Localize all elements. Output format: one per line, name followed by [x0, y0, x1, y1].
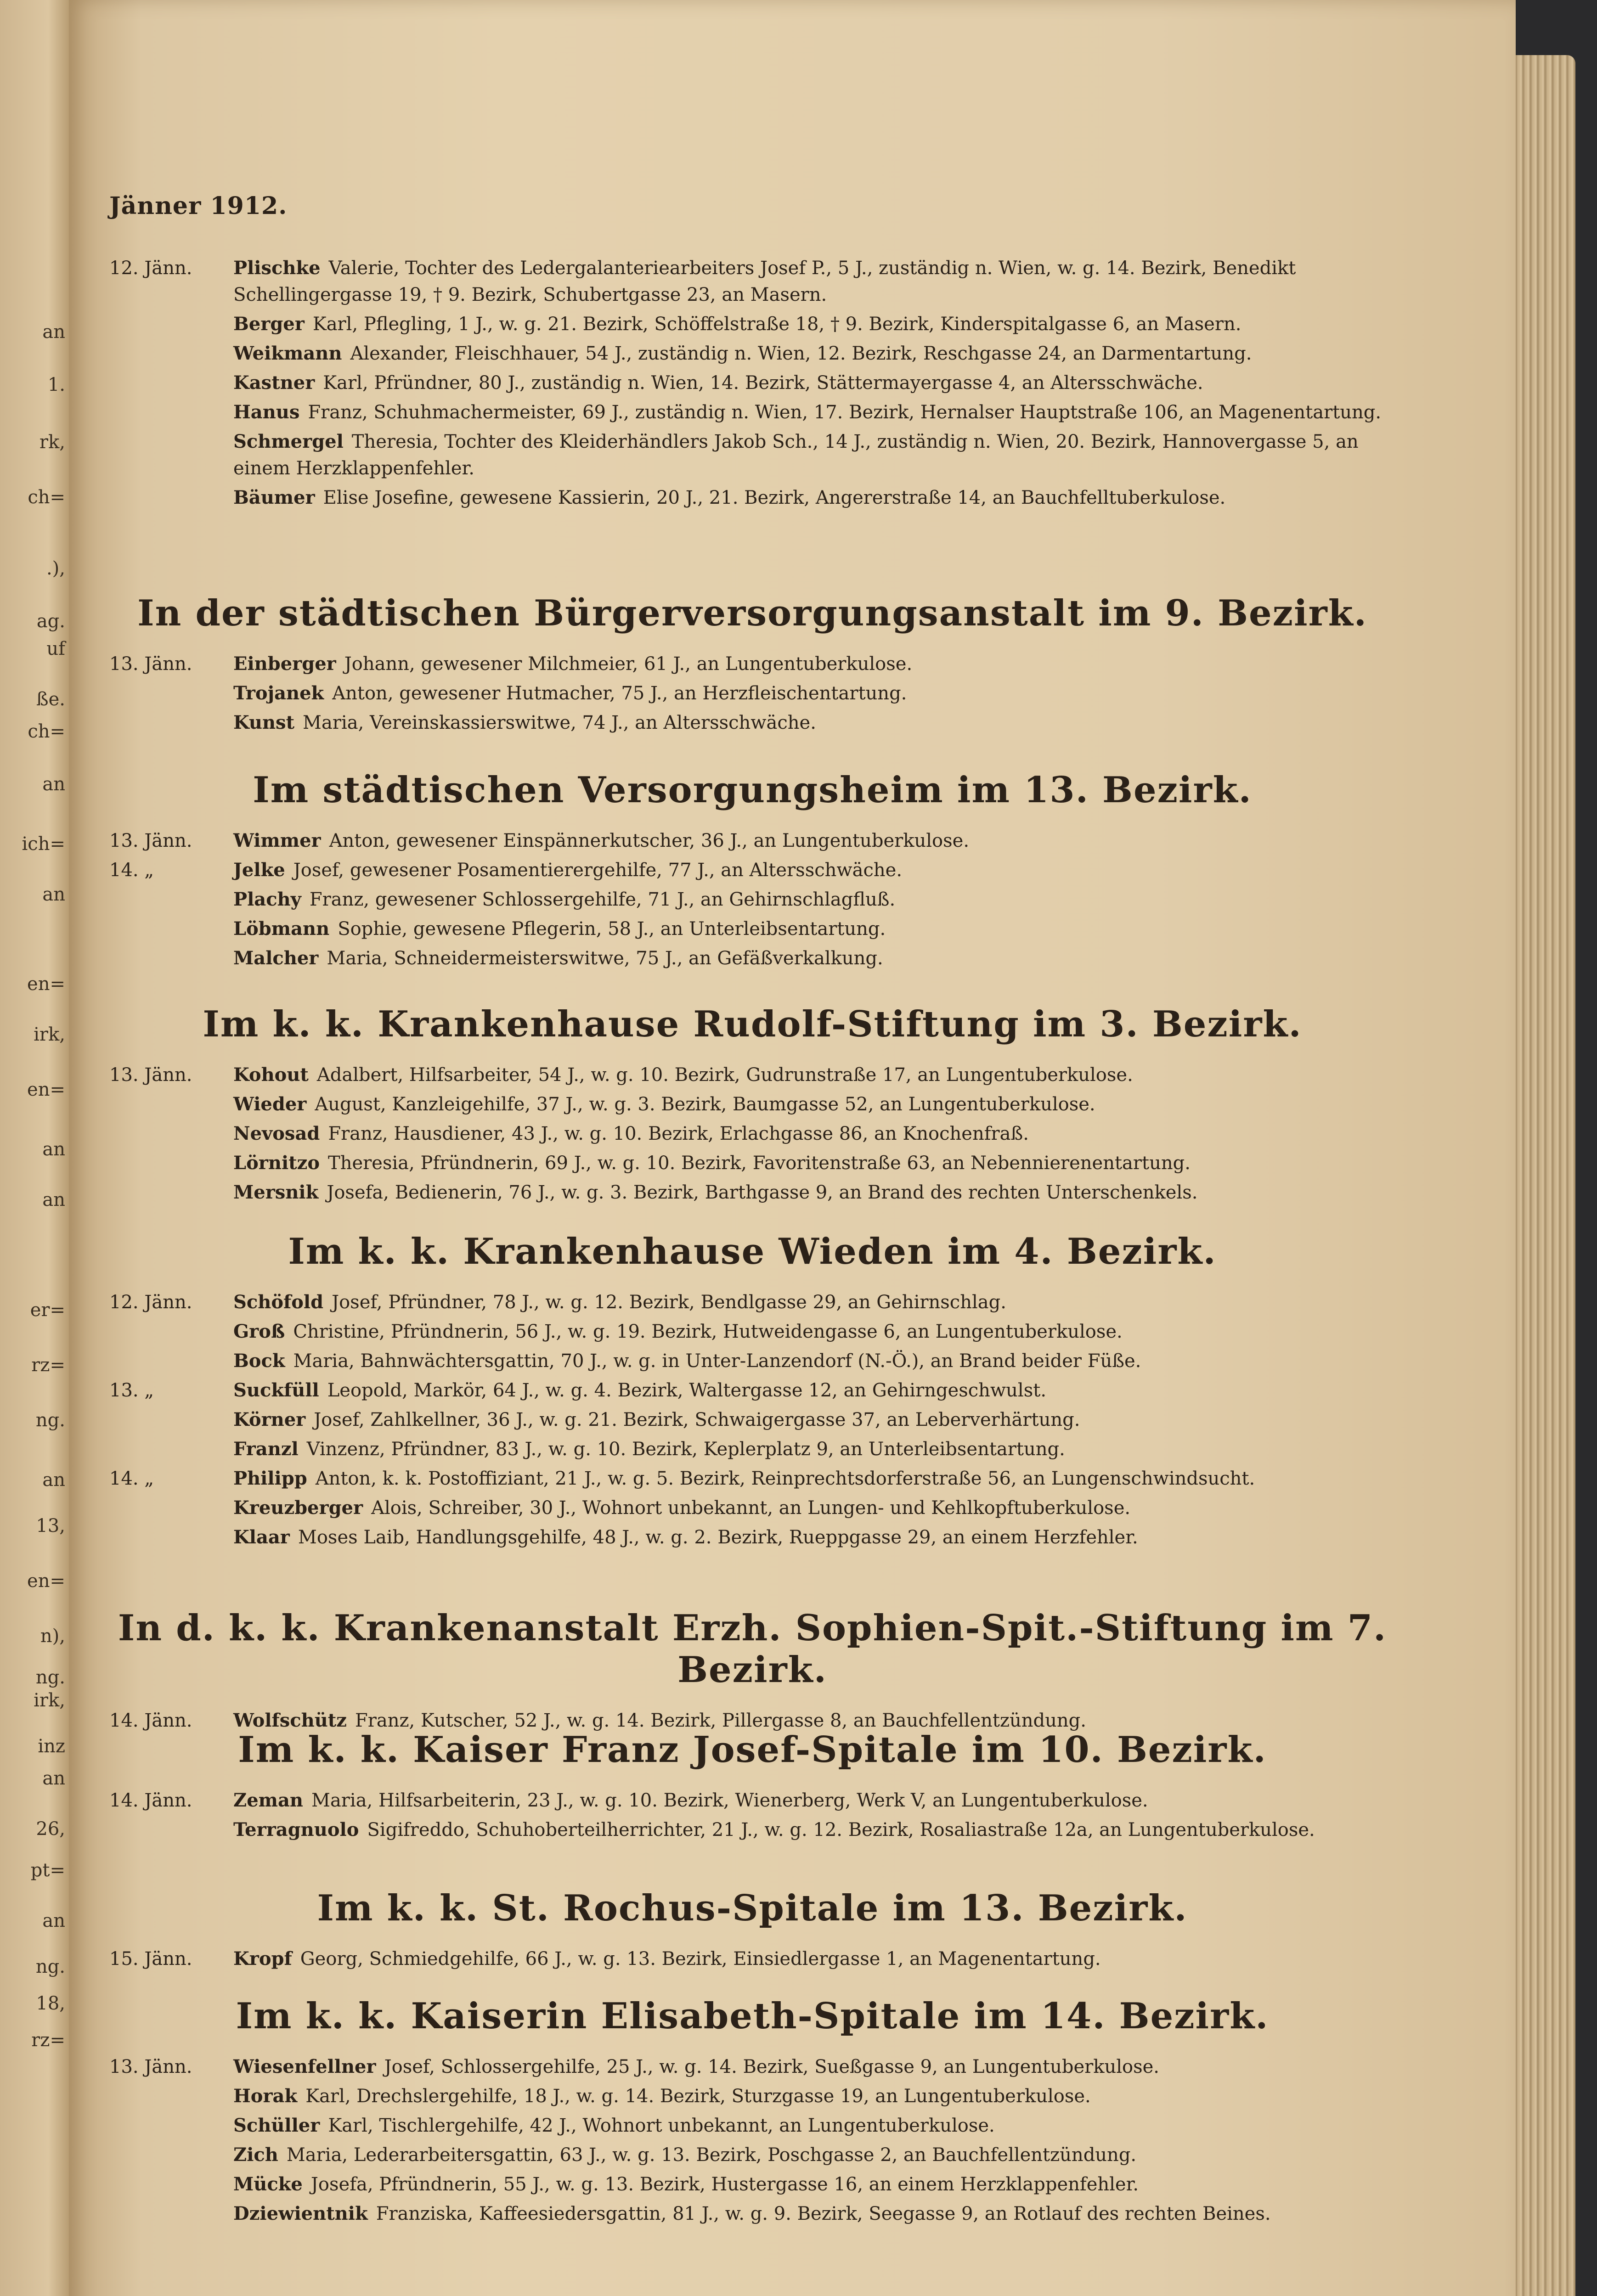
- section-heading: Im k. k. Kaiser Franz Josef-Spitale im 10. Bezirk.: [238, 1729, 1267, 1771]
- section: [109, 592, 1395, 739]
- prev-page-fragment: ch=: [28, 721, 65, 742]
- prev-page-fragment: irk,: [34, 1690, 65, 1711]
- entry-surname: Hanus: [233, 401, 300, 423]
- prev-page-fragment: rz=: [31, 2030, 65, 2051]
- entry-surname: Trojanek: [233, 682, 324, 704]
- death-entry: [109, 827, 1395, 854]
- prev-page-fragment: an: [42, 1189, 65, 1210]
- death-entry: [109, 255, 1395, 308]
- entry-description: Josef, Schlossergehilfe, 25 J., w. g. 14. Bezirk, Sueßgasse 9, an Lungentuberkulose.: [384, 2056, 1160, 2077]
- death-entry: [109, 945, 1395, 972]
- entry-surname: Malcher: [233, 947, 319, 969]
- prev-page-fragment: ch=: [28, 487, 65, 508]
- entry-surname: Plachy: [233, 889, 301, 910]
- death-entry: [109, 1407, 1395, 1433]
- prev-page-fragment: ng.: [35, 1410, 65, 1431]
- prev-page-fragment: an: [42, 1469, 65, 1491]
- section-heading: Im k. k. Krankenhause Wieden im 4. Bezirk.: [288, 1231, 1217, 1272]
- entry-description: Adalbert, Hilfsarbeiter, 54 J., w. g. 10. Bezirk, Gudrunstraße 17, an Lungentuberkulose.: [316, 1064, 1133, 1086]
- section-heading: In d. k. k. Krankenanstalt Erzh. Sophien-Spit.-Stiftung im 7. Bezirk.: [118, 1607, 1387, 1691]
- death-entry: [109, 428, 1395, 482]
- death-entry: [109, 1318, 1395, 1345]
- entry-description: Anton, gewesener Hutmacher, 75 J., an Herzfleischentartung.: [332, 683, 907, 704]
- death-entry: [109, 1787, 1395, 1814]
- prev-page-fragment: ng.: [35, 1667, 65, 1688]
- prev-page-fragment: an: [42, 1910, 65, 1931]
- entry-surname: Jelke: [233, 859, 285, 881]
- prev-page-fragment: an: [42, 1139, 65, 1160]
- prev-page-fragment: er=: [30, 1300, 65, 1321]
- entry-description: Sophie, gewesene Pflegerin, 58 J., an Unterleibsentartung.: [338, 918, 886, 940]
- entry-description: Vinzenz, Pfründner, 83 J., w. g. 10. Bezirk, Keplerplatz 9, an Unterleibsentartung.: [306, 1439, 1065, 1460]
- entry-date: 15. Jänn.: [109, 1948, 192, 1970]
- death-entry: [109, 1348, 1395, 1374]
- entry-date: 13. Jänn.: [109, 1064, 192, 1086]
- entry-description: Alexander, Fleischhauer, 54 J., zuständig n. Wien, 12. Bezirk, Reschgasse 24, an Darmentartung.: [350, 343, 1252, 364]
- death-entry: [109, 1150, 1395, 1176]
- death-entry: [109, 1524, 1395, 1551]
- section: [109, 1003, 1395, 1209]
- death-entry: [109, 311, 1395, 338]
- entry-surname: Kunst: [233, 712, 295, 733]
- entry-surname: Schöfold: [233, 1291, 324, 1313]
- entry-description: Theresia, Tochter des Kleiderhändlers Jakob Sch., 14 J., zuständig n. Wien, 20. Bezirk, Hannovergasse 5, an einem Herzklappenfehler.: [233, 431, 1359, 479]
- prev-page-fragment: irk,: [34, 1024, 65, 1045]
- entry-description: Karl, Pfründner, 80 J., zuständig n. Wien, 14. Bezirk, Stättermayergasse 4, an Altersschwäche.: [323, 372, 1203, 394]
- entry-description: Karl, Tischlergehilfe, 42 J., Wohnort unbekannt, an Lungentuberkulose.: [328, 2115, 995, 2136]
- death-entry: [109, 1091, 1395, 1118]
- entry-description: August, Kanzleigehilfe, 37 J., w. g. 3. Bezirk, Baumgasse 52, an Lungentuberkulose.: [315, 1094, 1095, 1115]
- entry-date: 13. Jänn.: [109, 2056, 192, 2077]
- entry-surname: Mücke: [233, 2173, 303, 2195]
- death-entry: [109, 1465, 1395, 1492]
- entry-date: 13. Jänn.: [109, 653, 192, 675]
- death-entry: [109, 651, 1395, 677]
- entry-description: Johann, gewesener Milchmeier, 61 J., an Lungentuberkulose.: [344, 653, 913, 675]
- entry-date: 12. Jänn.: [109, 1292, 192, 1313]
- death-entry: [109, 2171, 1395, 2198]
- entry-surname: Zich: [233, 2144, 278, 2166]
- prev-page-fragment: ße.: [36, 689, 65, 710]
- entry-surname: Lörnitzo: [233, 1152, 320, 1174]
- entry-surname: Plischke: [233, 257, 321, 279]
- entry-description: Josefa, Bedienerin, 76 J., w. g. 3. Bezirk, Barthgasse 9, an Brand des rechten Unterschenkels.: [327, 1182, 1198, 1203]
- entry-date: 13. Jänn.: [109, 830, 192, 851]
- entry-description: Karl, Pflegling, 1 J., w. g. 21. Bezirk, Schöffelstraße 18, † 9. Bezirk, Kinderspitalgasse 6, an Masern.: [312, 314, 1241, 335]
- entry-surname: Körner: [233, 1409, 306, 1430]
- entry-surname: Nevosad: [233, 1123, 320, 1144]
- death-entry: [109, 484, 1395, 511]
- entry-surname: Schmergel: [233, 431, 344, 452]
- entry-description: Leopold, Markör, 64 J., w. g. 4. Bezirk, Waltergasse 12, an Gehirngeschwulst.: [327, 1380, 1047, 1401]
- entry-surname: Wieder: [233, 1093, 307, 1115]
- prev-page-fragment: an: [42, 321, 65, 343]
- entry-surname: Philipp: [233, 1468, 307, 1489]
- entry-description: Maria, Lederarbeitersgattin, 63 J., w. g. 13. Bezirk, Poschgasse 2, an Bauchfellentzündung.: [286, 2144, 1137, 2166]
- death-entry: [109, 340, 1395, 367]
- prev-page-fragment: en=: [27, 1079, 65, 1100]
- prev-page-fragment: an: [42, 884, 65, 905]
- prev-page-fragment: pt=: [30, 1860, 65, 1881]
- entry-description: Franz, Schuhmachermeister, 69 J., zuständig n. Wien, 17. Bezirk, Hernalser Hauptstraße 106, an Magenentartung.: [308, 402, 1382, 423]
- prev-page-fragment: 18,: [36, 1993, 65, 2014]
- entry-description: Anton, k. k. Postoffiziant, 21 J., w. g. 5. Bezirk, Reinprechtsdorferstraße 56, an Lungenschwindsucht.: [315, 1468, 1255, 1489]
- entry-surname: Kropf: [233, 1948, 292, 1970]
- prev-page-fragment: ich=: [22, 833, 65, 855]
- entry-surname: Franzl: [233, 1438, 299, 1460]
- section: [109, 769, 1395, 974]
- entry-surname: Groß: [233, 1321, 285, 1342]
- section-heading: In der städtischen Bürgerversorgungsanstalt im 9. Bezirk.: [137, 592, 1367, 634]
- entry-surname: Löbmann: [233, 918, 330, 940]
- page: [69, 0, 1516, 2296]
- page-header: Jänner 1912.: [109, 192, 288, 220]
- entry-description: Maria, Bahnwächtersgattin, 70 J., w. g. in Unter-Lanzendorf (N.-Ö.), an Brand beider Füße.: [293, 1351, 1141, 1372]
- prev-page-fragment: 13,: [36, 1515, 65, 1536]
- entry-description: Franz, Hausdiener, 43 J., w. g. 10. Bezirk, Erlachgasse 86, an Knochenfraß.: [328, 1123, 1029, 1144]
- death-entry: [109, 1377, 1395, 1404]
- prev-page-fragment: 1.: [47, 374, 65, 395]
- prev-page-fragment: inz: [38, 1736, 65, 1757]
- entry-surname: Zeman: [233, 1790, 303, 1811]
- page-edges: [1511, 55, 1575, 2296]
- entry-description: Franz, gewesener Schlossergehilfe, 71 J., an Gehirnschlagfluß.: [309, 889, 896, 910]
- entry-surname: Kastner: [233, 372, 315, 394]
- death-entry: [109, 2054, 1395, 2080]
- section-heading: Im k. k. Kaiserin Elisabeth-Spitale im 14. Bezirk.: [236, 1995, 1269, 2037]
- death-entry: [109, 857, 1395, 884]
- entry-description: Franz, Kutscher, 52 J., w. g. 14. Bezirk, Pillergasse 8, an Bauchfellentzündung.: [355, 1710, 1086, 1731]
- death-entry: [109, 399, 1395, 426]
- entry-description: Moses Laib, Handlungsgehilfe, 48 J., w. g. 2. Bezirk, Rueppgasse 29, an einem Herzfehler.: [298, 1527, 1138, 1548]
- entry-surname: Terragnuolo: [233, 1819, 359, 1840]
- entry-date: 14. Jänn.: [109, 1790, 192, 1811]
- entry-surname: Wimmer: [233, 830, 321, 851]
- section: [109, 255, 1395, 514]
- prev-page-fragment: en=: [27, 974, 65, 995]
- death-entry: [109, 2083, 1395, 2110]
- entry-description: Josef, gewesener Posamentierergehilfe, 77 J., an Altersschwäche.: [293, 860, 903, 881]
- entry-surname: Schüller: [233, 2115, 320, 2136]
- entry-surname: Dziewientnik: [233, 2203, 368, 2224]
- entry-description: Franziska, Kaffeesiedersgattin, 81 J., w. g. 9. Bezirk, Seegasse 9, an Rotlauf des rechten Beines.: [376, 2203, 1271, 2224]
- death-entry: [109, 1817, 1395, 1843]
- entry-surname: Berger: [233, 313, 305, 335]
- page-content: [69, 0, 1516, 2296]
- prev-page-fragment: rz=: [31, 1355, 65, 1376]
- death-entry: [109, 1495, 1395, 1521]
- prev-page-fragment: 26,: [36, 1818, 65, 1840]
- death-entry: [109, 370, 1395, 396]
- death-entry: [109, 1062, 1395, 1088]
- entry-description: Karl, Drechslergehilfe, 18 J., w. g. 14. Bezirk, Sturzgasse 19, an Lungentuberkulose.: [305, 2086, 1091, 2107]
- death-entry: [109, 916, 1395, 942]
- entry-date: 13. „: [109, 1380, 154, 1401]
- prev-page-fragment: n),: [40, 1626, 65, 1647]
- entry-description: Josefa, Pfründnerin, 55 J., w. g. 13. Bezirk, Hustergasse 16, an einem Herzklappenfehler.: [310, 2174, 1139, 2195]
- entry-description: Alois, Schreiber, 30 J., Wohnort unbekannt, an Lungen- und Kehlkopftuberkulose.: [371, 1497, 1131, 1519]
- entry-description: Christine, Pfründnerin, 56 J., w. g. 19. Bezirk, Hutweidengasse 6, an Lungentuberkulose.: [293, 1321, 1123, 1342]
- entry-surname: Wiesenfellner: [233, 2056, 376, 2077]
- death-entry: [109, 709, 1395, 736]
- entry-surname: Klaar: [233, 1526, 290, 1548]
- section: [109, 1887, 1395, 1975]
- entry-description: Theresia, Pfründnerin, 69 J., w. g. 10. Bezirk, Favoritenstraße 63, an Nebennierenentartung.: [328, 1153, 1191, 1174]
- entry-description: Maria, Schneidermeisterswitwe, 75 J., an Gefäßverkalkung.: [327, 948, 883, 969]
- entry-date: 12. Jänn.: [109, 258, 192, 279]
- entry-date: 14. „: [109, 860, 154, 881]
- entry-surname: Bock: [233, 1350, 285, 1372]
- entry-description: Georg, Schmiedgehilfe, 66 J., w. g. 13. Bezirk, Einsiedlergasse 1, an Magenentartung.: [300, 1948, 1101, 1970]
- entry-description: Valerie, Tochter des Ledergalanteriearbeiters Josef P., 5 J., zuständig n. Wien, w. g. 14. Bezirk, Benedikt Schellingergasse 19, † 9. Bezirk, Schubertgasse 23, an Masern.: [233, 258, 1296, 305]
- death-entry: [109, 1436, 1395, 1463]
- prev-page-fragment: an: [42, 1768, 65, 1789]
- section: [109, 1231, 1395, 1553]
- entry-description: Sigifreddo, Schuhoberteilherrichter, 21 J., w. g. 12. Bezirk, Rosaliastraße 12a, an Lungentuberkulose.: [367, 1819, 1315, 1840]
- section: [109, 1729, 1395, 1846]
- death-entry: [109, 886, 1395, 913]
- prev-page-fragment: ng.: [35, 1956, 65, 1977]
- prev-page-fragment: en=: [27, 1570, 65, 1592]
- entry-surname: Suckfüll: [233, 1379, 319, 1401]
- death-entry: [109, 1179, 1395, 1206]
- prev-page-fragment: an: [42, 774, 65, 795]
- section-heading: Im städtischen Versorgungsheim im 13. Bezirk.: [253, 769, 1252, 811]
- entry-description: Elise Josefine, gewesene Kassierin, 20 J., 21. Bezirk, Angererstraße 14, an Bauchfelltuberkulose.: [323, 487, 1226, 508]
- entry-date: 14. Jänn.: [109, 1710, 192, 1731]
- prev-page-fragment: ag.: [36, 611, 65, 632]
- death-entry: [109, 1120, 1395, 1147]
- entry-description: Josef, Pfründner, 78 J., w. g. 12. Bezirk, Bendlgasse 29, an Gehirnschlag.: [332, 1292, 1006, 1313]
- death-entry: [109, 2112, 1395, 2139]
- entry-surname: Mersnik: [233, 1182, 319, 1203]
- entry-surname: Weikmann: [233, 343, 342, 364]
- death-entry: [109, 2200, 1395, 2227]
- previous-page-edge: [0, 0, 73, 2296]
- entry-surname: Horak: [233, 2085, 298, 2107]
- death-entry: [109, 2142, 1395, 2168]
- death-entry: [109, 1289, 1395, 1316]
- entry-surname: Kreuzberger: [233, 1497, 363, 1519]
- entry-description: Maria, Hilfsarbeiterin, 23 J., w. g. 10. Bezirk, Wienerberg, Werk V, an Lungentuberkulose.: [311, 1790, 1148, 1811]
- entry-surname: Bäumer: [233, 487, 315, 508]
- prev-page-fragment: uf: [46, 638, 65, 659]
- entry-surname: Einberger: [233, 653, 336, 675]
- prev-page-fragment: .),: [46, 558, 65, 579]
- prev-page-fragment: rk,: [39, 432, 65, 453]
- death-entry: [109, 1946, 1395, 1972]
- section-heading: Im k. k. Krankenhause Rudolf-Stiftung im 3. Bezirk.: [203, 1003, 1302, 1045]
- entry-description: Josef, Zahlkellner, 36 J., w. g. 21. Bezirk, Schwaigergasse 37, an Leberverhärtung.: [314, 1409, 1080, 1430]
- entry-description: Maria, Vereinskassierswitwe, 74 J., an Altersschwäche.: [303, 712, 816, 733]
- section: [109, 1995, 1395, 2230]
- entry-surname: Wolfschütz: [233, 1710, 347, 1731]
- entry-surname: Kohout: [233, 1064, 309, 1086]
- section-heading: Im k. k. St. Rochus-Spitale im 13. Bezirk.: [317, 1887, 1188, 1929]
- entry-date: 14. „: [109, 1468, 154, 1489]
- entry-description: Anton, gewesener Einspännerkutscher, 36 J., an Lungentuberkulose.: [329, 830, 970, 851]
- section: [109, 1607, 1395, 1737]
- death-entry: [109, 680, 1395, 707]
